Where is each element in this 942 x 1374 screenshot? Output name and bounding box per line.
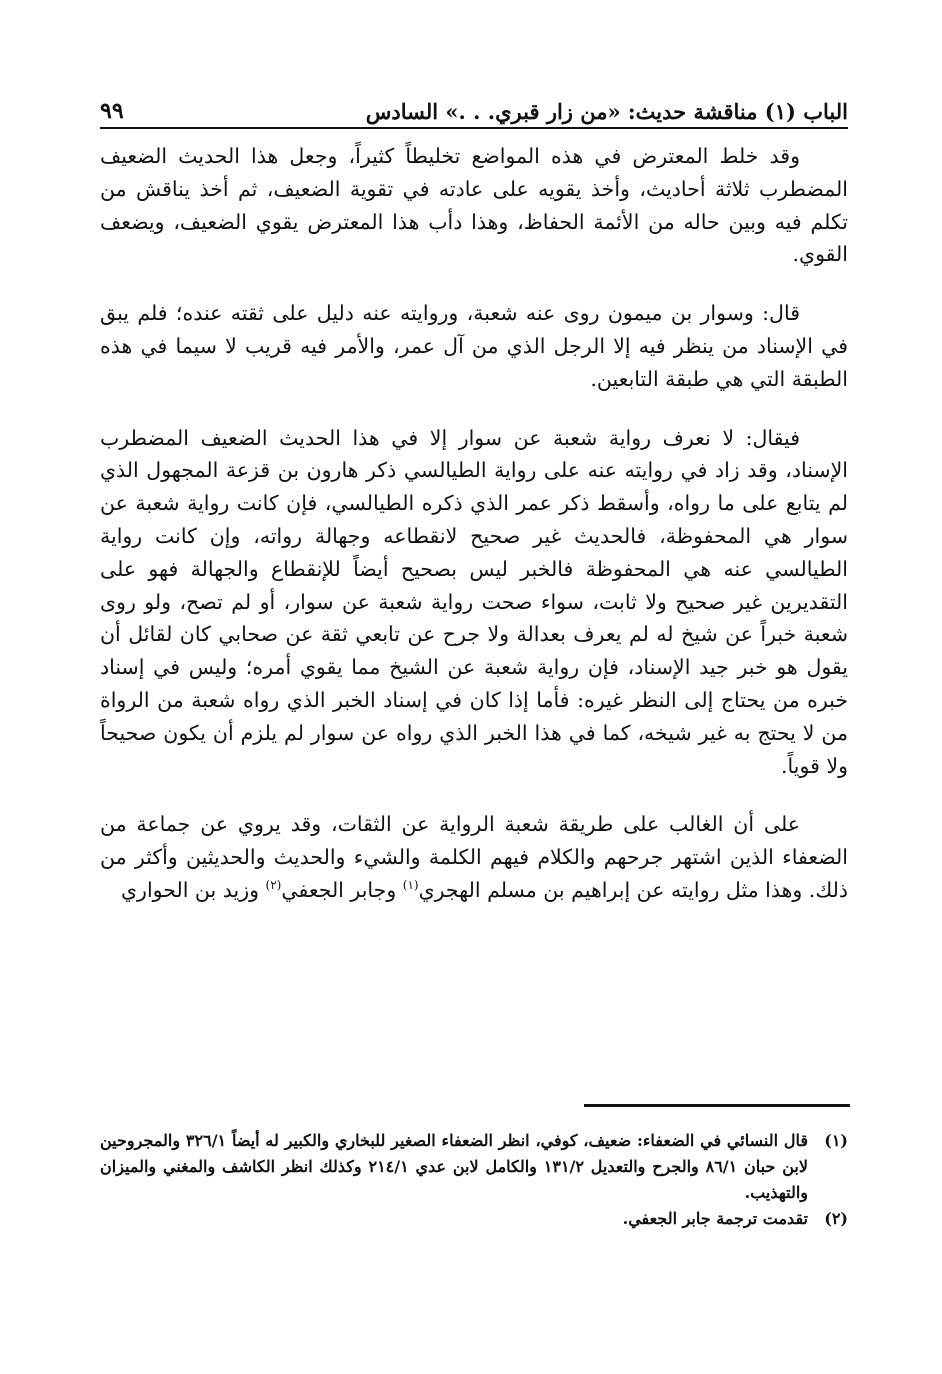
footnotes	[100, 1128, 848, 1232]
paragraph-2: قال: وسوار بن ميمون روى عنه شعبة، وروايته عنه دليل على ثقته عنده؛ فلم يبق في الإسناد من ينظر فيه إلا الرجل الذي من آل عمر، والأمر فيه قريب لا سيما في هذه الطبقة التي هي طبقة التابعين.	[100, 301, 848, 391]
footnote-2	[100, 1206, 848, 1232]
paragraph-3: فيقال: لا نعرف رواية شعبة عن سوار إلا في هذا الحديث الضعيف المضطرب الإسناد، وقد زاد في روايته عنه على رواية الطيالسي ذكر هارون بن قزعة المجهول الذي لم يتابع على ما رواه، وأسقط ذكر عمر الذي ذكره الطيالسي، فإن كانت رواية شعبة عن سوار هي المحفوظة، فالحديث غير صحيح لانقطاعه وجهالة رواته، وإن كانت رواية الطيالسي عنه هي المحفوظة فالخبر ليس بصحيح أيضاً للإنقطاع والجهالة فهو على التقديرين غير صحيح ولا ثابت، سواء صحت رواية شعبة عن سوار، أو لم تصح، ولو روى شعبة خبراً عن شيخ له لم يعرف بعدالة ولا جرح عن تابعي ثقة عن صحابي كان لقائل أن يقول هو خبر جيد الإسناد، فإن رواية شعبة عن الشيخ مما يقوي أمره؛ وليس في إسناد خبره من يحتاج إلى النظر غيره: فأما إذا كان في إسناد الخبر الذي رواه شعبة من الرواة من لا يحتج به غير شيخه، كما في هذا الخبر الذي رواه عن سوار لم يلزم أن يكون صحيحاً ولا قوياً.	[100, 425, 848, 778]
footnote-ref-2[interactable]: (٢)	[265, 878, 282, 893]
paragraph-4-text-a: على أن الغالب على طريقة شعبة الرواية عن الثقات، وقد يروي عن جماعة من الضعفاء الذين اشتهر جرحهم والكلام فيهم الكلمة والشيء والحديث والحديثين وأكثر من ذلك. وهذا مثل روايته عن إبراهيم بن مسلم الهجري	[100, 812, 848, 902]
page-number: ٩٩	[100, 98, 124, 124]
footnote-text: تقدمت ترجمة جابر الجعفي.	[622, 1209, 808, 1228]
footnote-ref-1[interactable]: (١)	[402, 878, 419, 893]
footnote-number: (٢)	[824, 1209, 848, 1228]
footnote-text: قال النسائي في الضعفاء: ضعيف، كوفي، انظر الضعفاء الصغير للبخاري والكبير له أيضاً ٣٢٦/١ والمجروحين لابن حبان ٨٦/١ والجرح والتعديل ١٣١/٢ والكامل لابن عدي ٢١٤/١ وكذلك انظر الكاشف والمغني والميزان والتهذيب.	[100, 1131, 809, 1202]
paragraph-4-text-b: وجابر الجعفي	[281, 877, 403, 902]
footnote-number: (١)	[824, 1131, 848, 1150]
running-header	[100, 84, 848, 124]
main-text	[100, 140, 848, 907]
paragraph-4	[100, 808, 848, 906]
footnote-divider	[584, 1104, 850, 1107]
chapter-title: الباب (١) مناقشة حديث: «من زار قبري. . .» السادس	[365, 99, 848, 124]
paragraph-1: وقد خلط المعترض في هذه المواضع تخليطاً كثيراً، وجعل هذا الحديث الضعيف المضطرب ثلاثة أحاديث، وأخذ يقويه على عادته في تقوية الضعيف، ثم أخذ يناقش من تكلم فيه وبين حاله من الأئمة الحفاظ، وهذا دأب هذا المعترض يقوي الضعيف، ويضعف القوي.	[100, 144, 848, 267]
paragraph-4-text-c: وزيد بن الحواري	[121, 877, 266, 902]
footnote-1	[100, 1128, 848, 1206]
header-divider	[100, 127, 848, 129]
